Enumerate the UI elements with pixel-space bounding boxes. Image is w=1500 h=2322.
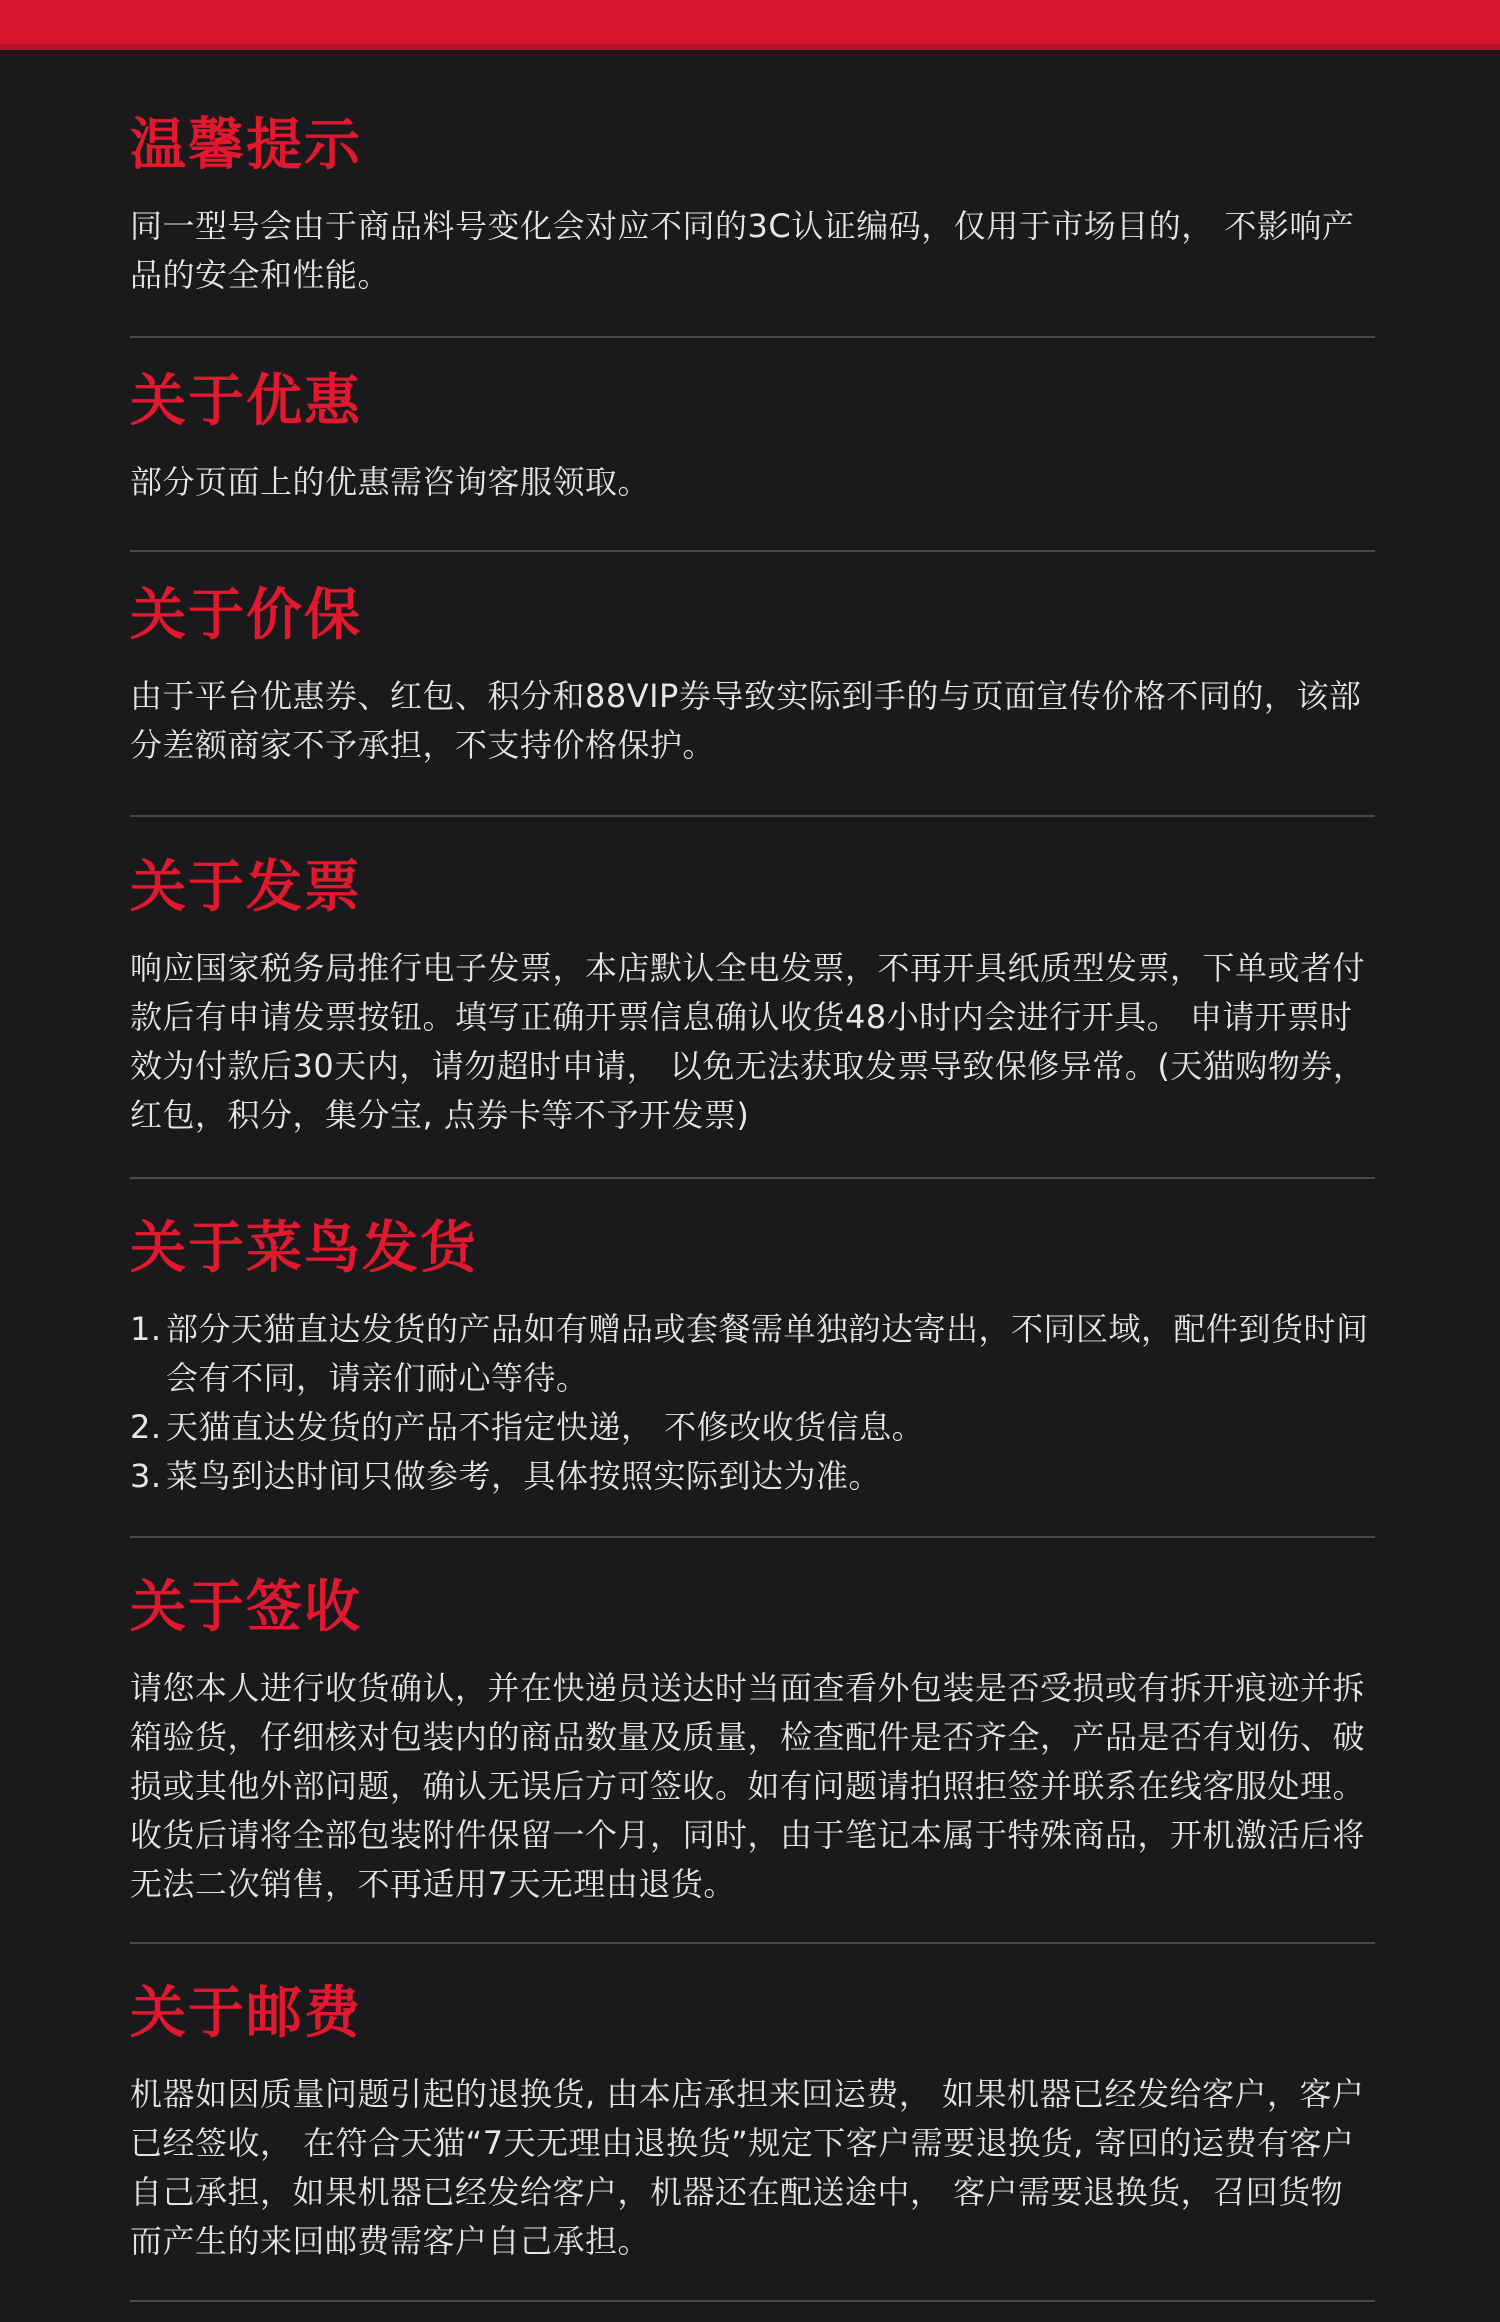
divider xyxy=(130,2300,1375,2302)
list-item xyxy=(130,1452,1375,1501)
shipping-list xyxy=(130,1305,1375,1501)
list-text: 部分天猫直达发货的产品如有赠品或套餐需单独韵达寄出，不同区域，配件到货时间会有不同，请亲们耐心等待。 xyxy=(166,1310,1369,1397)
divider xyxy=(130,815,1375,817)
section-body: 请您本人进行收货确认，并在快递员送达时当面查看外包装是否受损或有拆开痕迹并拆箱验货，仔细核对包装内的商品数量及质量，检查配件是否齐全，产品是否有划伤、破损或其他外部问题，确认无误后方可签收。如有问题请拍照拒签并联系在线客服处理。收货后请将全部包装附件保留一个月，同时，由于笔记本属于特殊商品，开机激活后将无法二次销售，不再适用7天无理由退货。 xyxy=(130,1669,1366,1903)
list-number: 1. xyxy=(130,1310,162,1348)
section-postage xyxy=(130,1978,1375,2266)
section-title: 温馨提示 xyxy=(130,113,362,178)
section-cainiao-shipping xyxy=(130,1213,1375,1501)
section-price-protection xyxy=(130,580,1375,770)
divider xyxy=(130,1942,1375,1944)
list-number: 2. xyxy=(130,1408,162,1446)
section-discount xyxy=(130,366,1375,507)
top-banner-underline xyxy=(0,44,1500,50)
section-title: 关于签收 xyxy=(130,1575,362,1640)
section-warm-tips xyxy=(130,110,1375,300)
divider xyxy=(130,336,1375,338)
divider xyxy=(130,1177,1375,1179)
section-body: 由于平台优惠券、红包、积分和88VIP券导致实际到手的与页面宣传价格不同的，该部分差额商家不予承担，不支持价格保护。 xyxy=(130,677,1362,764)
section-title: 关于发票 xyxy=(130,855,362,920)
section-title: 关于优惠 xyxy=(130,369,362,434)
section-body: 部分页面上的优惠需咨询客服领取。 xyxy=(130,463,651,501)
section-body: 响应国家税务局推行电子发票，本店默认全电发票，不再开具纸质型发票，下单或者付款后有申请发票按钮。填写正确开票信息确认收货48小时内会进行开具。 申请开票时效为付款后30天内，请勿超时申请， 以免无法获取发票导致保修异常。(天猫购物券，红包，积分，集分宝, 点券卡等不予开发票) xyxy=(130,949,1366,1134)
list-text: 菜鸟到达时间只做参考，具体按照实际到达为准。 xyxy=(166,1457,882,1495)
divider xyxy=(130,550,1375,552)
divider xyxy=(130,1536,1375,1538)
section-title: 关于菜鸟发货 xyxy=(130,1216,478,1281)
list-item xyxy=(130,1403,1375,1452)
section-signing xyxy=(130,1572,1375,1909)
section-body: 同一型号会由于商品料号变化会对应不同的3C认证编码，仅用于市场目的， 不影响产品的安全和性能。 xyxy=(130,207,1355,294)
list-text: 天猫直达发货的产品不指定快递， 不修改收货信息。 xyxy=(166,1408,925,1446)
list-item xyxy=(130,1305,1375,1403)
list-number: 3. xyxy=(130,1457,162,1495)
top-banner-bar xyxy=(0,0,1500,44)
section-invoice xyxy=(130,852,1375,1140)
section-title: 关于邮费 xyxy=(130,1981,362,2046)
section-body: 机器如因质量问题引起的退换货, 由本店承担来回运费， 如果机器已经发给客户，客户已经签收， 在符合天猫“7天无理由退换货”规定下客户需要退换货, 寄回的运费有客户自己承担，如果机器已经发给客户，机器还在配送途中， 客户需要退换货，召回货物而产生的来回邮费需客户自己承担。 xyxy=(130,2075,1365,2260)
section-title: 关于价保 xyxy=(130,583,362,648)
